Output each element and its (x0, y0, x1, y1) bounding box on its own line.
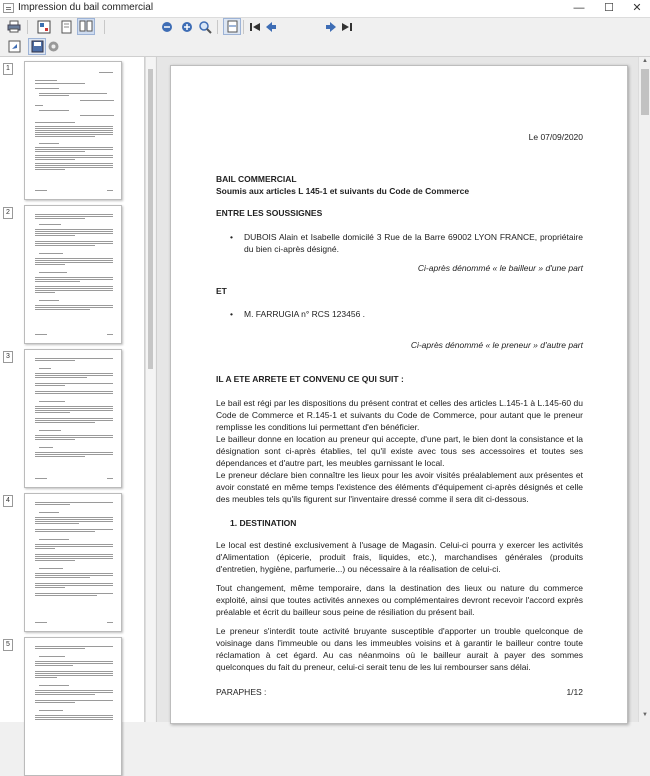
gear-icon (47, 40, 60, 53)
thumbnail-page-2[interactable] (24, 205, 122, 344)
paragraph-declaration: Le preneur déclare bien connaître les lieux pour les avoir visités préalablement aux présentes et avoir constaté en même temps l'existence des éléments d'équipement ci-après désignés et celle des meubles tels qu'ils figurent sur l'inventaire dressé comme il sera dit ci-dessous. (216, 470, 583, 504)
toolbar-separator (27, 20, 28, 34)
save-icon (31, 40, 44, 53)
thumbnail-scrollbar-thumb[interactable] (148, 69, 153, 369)
zoom-in-button[interactable] (178, 18, 196, 35)
printer-icon (7, 20, 21, 33)
first-page-icon (249, 21, 261, 33)
scroll-down-icon[interactable]: ▼ (642, 712, 648, 718)
heading-arrete: IL A ETE ARRETE ET CONVENU CE QUI SUIT : (216, 374, 404, 384)
two-pages-icon (79, 20, 93, 33)
heading-parties: ENTRE LES SOUSSIGNES (216, 208, 323, 218)
maximize-button[interactable]: ☐ (604, 2, 614, 14)
bailleur-text: DUBOIS Alain et Isabelle domicilé 3 Rue de la Barre 69002 LYON FRANCE, propriétaire du bien ci-après désigné. (244, 232, 583, 254)
zoom-in-icon (181, 21, 193, 33)
toolbar-main (0, 18, 650, 36)
page-setup-button[interactable] (35, 18, 53, 35)
minimize-button[interactable]: — (573, 2, 585, 14)
heading-et: ET (216, 286, 227, 296)
document-scrollbar-thumb[interactable] (641, 69, 649, 115)
page-width-icon (226, 20, 239, 33)
thumbnail-page-1[interactable] (24, 61, 122, 200)
toolbar-secondary (0, 37, 650, 57)
export-icon (8, 40, 21, 53)
preneur-designation: Ci-après dénommé « le preneur » d'autre part (410, 340, 583, 350)
title-bar (0, 0, 650, 18)
paragraph-changement: Tout changement, même temporaire, dans la destination des lieux ou nature du commerce exploité, ainsi que toutes activités annexes ou complémentaires devront recevoir l'accord exprès préalable et écrit du bailleur sous peine de résiliation du présent bail. (216, 583, 583, 617)
scroll-up-icon[interactable]: ▲ (642, 58, 648, 64)
toolbar-separator (104, 20, 105, 34)
single-page-icon (60, 20, 73, 34)
document-page (170, 65, 628, 724)
paragraph-destination: Le local est destiné exclusivement à l'usage de Magasin. Celui-ci pourra y exercer les activités d'Alimentation (épicerie, produit frais, liquides, etc.), marchandises générales (produits d'entretien, hygiène, parfumerie...) ou nécessaire à la réalisation de celui-ci. (216, 540, 583, 574)
single-page-button[interactable] (57, 18, 75, 35)
zoom-out-button[interactable] (158, 18, 176, 35)
app-icon (3, 3, 14, 13)
paragraph-nuisances: Le preneur s'interdit toute activité bruyante susceptible d'apporter un trouble quelconque de voisinage dans l'immeuble ou dans les immeubles voisins et à garantir le bailleur contre toute réclamation à cet égard. Au cas néanmoins où le bailleur aurait à payer des sommes quelconques du fait du preneur, celui-ci serait tenu de les lui rembourser sans délai. (216, 626, 583, 672)
thumbnail-number: 3 (3, 351, 13, 363)
last-page-button[interactable] (338, 18, 356, 35)
last-page-icon (341, 21, 353, 33)
document-date: Le 07/09/2020 (528, 132, 583, 142)
two-page-button[interactable] (77, 18, 95, 35)
arrow-right-icon (325, 21, 337, 33)
bailleur-designation: Ci-après dénommé « le bailleur » d'une part (417, 263, 583, 273)
thumbnail-number: 2 (3, 207, 13, 219)
thumbnail-page-4[interactable] (24, 493, 122, 632)
paragraph-location: Le bailleur donne en location au preneur qui accepte, d'une part, le bien dont la consistance et la désignation sont ci-après établies, tel qu'il existe avec tous ses accessoires et toutes ses dépendances et d'autre part, les meubles garnissant le local. (216, 434, 583, 468)
toolbar-separator (243, 20, 244, 34)
zoom-out-icon (161, 21, 173, 33)
previous-page-button[interactable] (262, 18, 280, 35)
bullet: • (230, 232, 233, 242)
thumbnail-number: 5 (3, 639, 13, 651)
document-scrollbar[interactable] (638, 57, 650, 722)
document-subtitle: Soumis aux articles L 145-1 et suivants du Code de Commerce (216, 186, 470, 196)
print-button[interactable] (5, 18, 23, 35)
preneur-text: M. FARRUGIA n° RCS 123456 . (244, 309, 366, 319)
thumbnail-number: 1 (3, 63, 13, 75)
toolbar-separator (217, 20, 218, 34)
page-setup-icon (37, 20, 51, 34)
close-button[interactable]: ✕ (632, 2, 642, 14)
paragraph-regime: Le bail est régi par les dispositions du présent contrat et celles des articles L.145-1 à L.145-60 du Code de Commerce et R.145-1 et suivants du Code de Commerce, pour autant que le preneur remplisse les conditions lui permettant d'en bénéficier. (216, 398, 583, 432)
settings-button[interactable] (44, 38, 62, 55)
arrow-left-icon (265, 21, 277, 33)
zoom-fit-button[interactable] (196, 18, 214, 35)
footer-page-number: 1/12 (566, 687, 583, 697)
thumbnail-panel (0, 57, 145, 722)
heading-destination: 1. DESTINATION (230, 518, 297, 528)
page-width-button[interactable] (223, 18, 241, 35)
export-button[interactable] (5, 38, 23, 55)
thumbnail-number: 4 (3, 495, 13, 507)
thumbnail-page-3[interactable] (24, 349, 122, 488)
thumbnail-scrollbar[interactable] (145, 57, 155, 722)
window-title: Impression du bail commercial (18, 2, 154, 13)
thumbnail-page-5[interactable] (24, 637, 122, 776)
document-title: BAIL COMMERCIAL (216, 174, 297, 184)
bullet: • (230, 309, 233, 319)
footer-paraphes: PARAPHES : (216, 687, 267, 697)
magnifier-icon (198, 20, 212, 34)
